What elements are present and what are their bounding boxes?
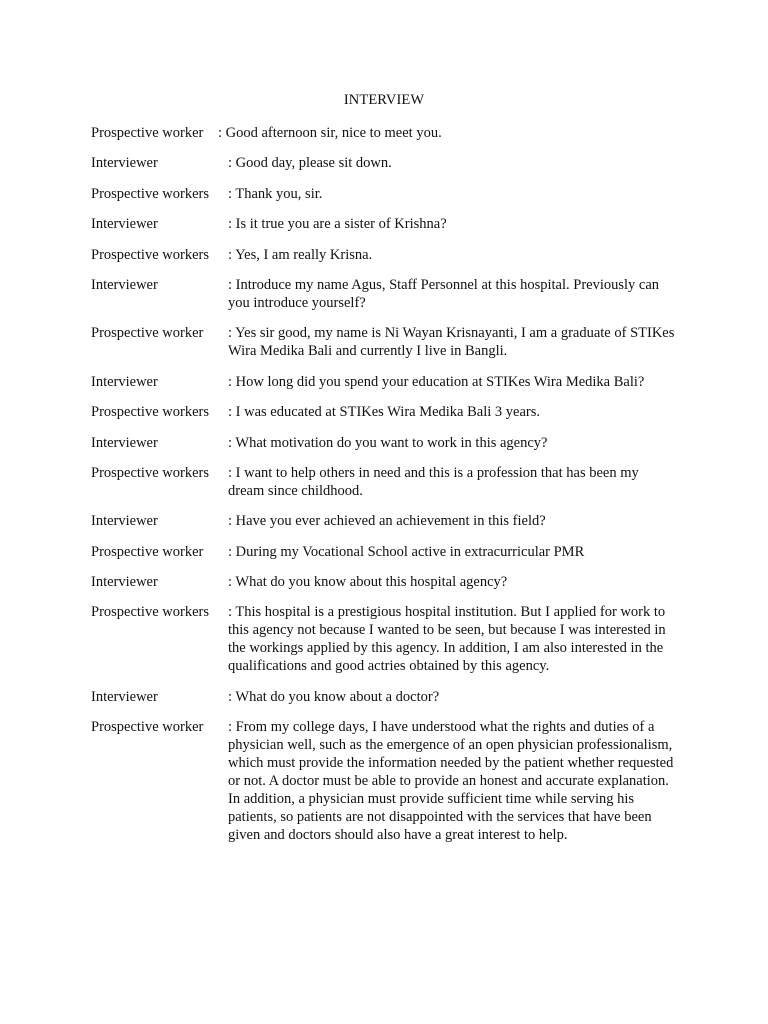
dialogue-row <box>91 603 691 675</box>
document-title: INTERVIEW <box>343 92 425 108</box>
utterance-text: : Introduce my name Agus, Staff Personnel at this hospital. Previously can you introduce yourself? <box>228 276 660 311</box>
dialogue-row <box>91 124 691 142</box>
utterance-text: : I was educated at STIKes Wira Medika Bali 3 years. <box>228 404 541 421</box>
speaker-label: Prospective workers <box>91 604 209 621</box>
utterance-text: : How long did you spend your education at STIKes Wira Medika Bali? <box>228 373 645 390</box>
speaker-label: Interviewer <box>91 373 158 390</box>
speaker-label: Interviewer <box>91 434 158 451</box>
speaker-label: Prospective workers <box>91 246 209 263</box>
utterance-text: : Have you ever achieved an achievement in this field? <box>228 513 546 530</box>
utterance-text: : Thank you, sir. <box>228 185 323 202</box>
speaker-label: Interviewer <box>91 513 158 530</box>
utterance-text: : What do you know about this hospital agency? <box>228 574 508 591</box>
utterance-text: : Is it true you are a sister of Krishna? <box>228 216 447 233</box>
utterance-text: : Good day, please sit down. <box>228 155 392 172</box>
speaker-label: Prospective workers <box>91 404 209 421</box>
dialogue-list <box>91 124 691 857</box>
utterance-text: : What do you know about a doctor? <box>228 688 440 705</box>
speaker-label: Interviewer <box>91 216 158 233</box>
speaker-label: Interviewer <box>91 276 158 293</box>
dialogue-row <box>91 215 691 233</box>
speaker-label: Prospective worker <box>91 719 204 736</box>
speaker-label: Prospective worker <box>91 543 204 560</box>
utterance-text: : Yes, I am really Krisna. <box>228 246 373 263</box>
dialogue-row <box>91 543 691 561</box>
dialogue-row <box>91 373 691 391</box>
utterance-text: : I want to help others in need and this is a profession that has been my dream since childhood. <box>228 464 639 499</box>
dialogue-row <box>91 688 691 706</box>
dialogue-row <box>91 324 691 360</box>
dialogue-row <box>91 573 691 591</box>
dialogue-row <box>91 185 691 203</box>
utterance-text: : Yes sir good, my name is Ni Wayan Krisnayanti, I am a graduate of STIKes Wira Medika Bali and currently I live in Bangli. <box>228 325 675 360</box>
dialogue-row <box>91 512 691 530</box>
utterance-text: : From my college days, I have understood what the rights and duties of a physician well, such as the emergence of an open physician professionalism, which must provide the information needed by the patient whether requested or not. A doctor must be able to provide an honest and accurate explanation. In addition, a physician must provide sufficient time while serving his patients, so patients are not disappointed with the services that have been given and doctors should also have a great interest to help. <box>228 719 674 844</box>
dialogue-row <box>91 276 691 312</box>
dialogue-row <box>91 246 691 264</box>
dialogue-row <box>91 464 691 500</box>
utterance-text: : What motivation do you want to work in this agency? <box>228 434 548 451</box>
utterance-text: : During my Vocational School active in extracurricular PMR <box>228 543 585 560</box>
dialogue-row <box>91 154 691 172</box>
speaker-label: Interviewer <box>91 155 158 172</box>
dialogue-row <box>91 434 691 452</box>
speaker-label: Prospective workers <box>91 464 209 481</box>
utterance-text: : This hospital is a prestigious hospital institution. But I applied for work to this agency not because I wanted to be seen, but because I was interested in the workings applied by this agency. In addition, I am also interested in the qualifications and good actries obtained by this agency. <box>228 604 666 675</box>
speaker-label: Prospective workers <box>91 185 209 202</box>
dialogue-row <box>91 403 691 421</box>
speaker-label: Interviewer <box>91 574 158 591</box>
speaker-label: Interviewer <box>91 688 158 705</box>
speaker-label: Prospective worker <box>91 125 204 141</box>
utterance-text: : Good afternoon sir, nice to meet you. <box>218 125 442 141</box>
dialogue-row <box>91 718 691 844</box>
speaker-label: Prospective worker <box>91 325 204 342</box>
